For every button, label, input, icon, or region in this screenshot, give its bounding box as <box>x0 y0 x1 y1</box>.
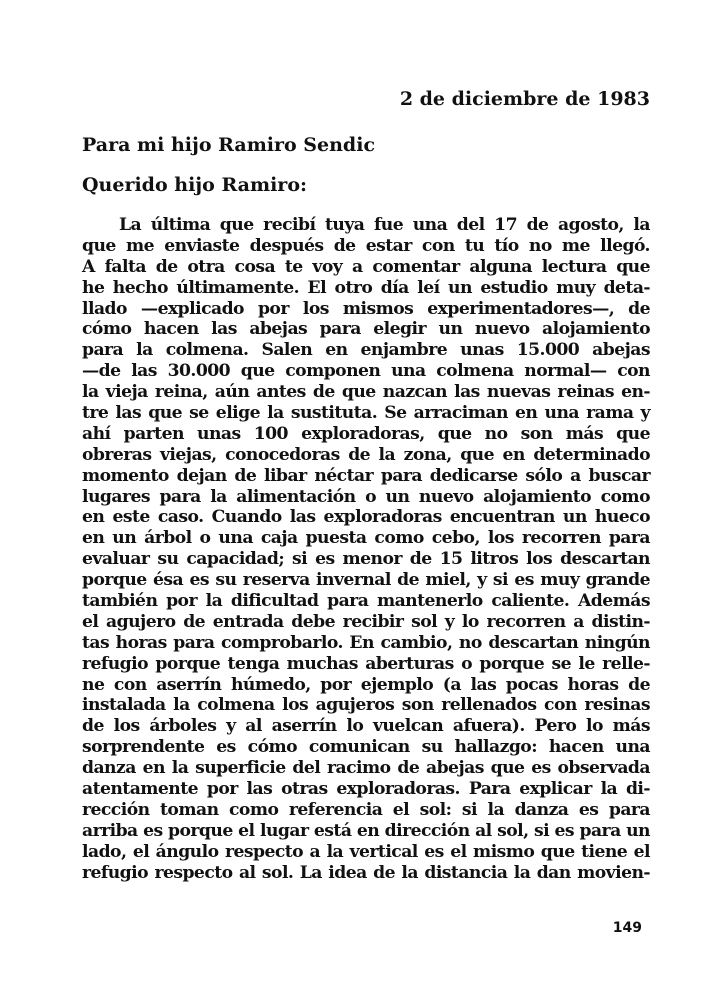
body-line: en un árbol o una caja puesta como cebo, los recorren para <box>82 528 650 549</box>
page-number: 149 <box>612 920 642 936</box>
body-line: arriba es porque el lugar está en dirección al sol, si es para un <box>82 820 650 841</box>
body-line: refugio respecto al sol. La idea de la distancia la dan movien- <box>82 862 650 883</box>
body-line: he hecho últimamente. El otro día leí un estudio muy deta- <box>82 277 650 298</box>
body-line: —de las 30.000 que componen una colmena normal— con <box>82 361 650 382</box>
body-line: ahí parten unas 100 exploradoras, que no son más que <box>82 423 650 444</box>
body-line: ne con aserrín húmedo, por ejemplo (a las pocas horas de <box>82 674 650 695</box>
letter-page <box>82 0 650 993</box>
body-line: lado, el ángulo respecto a la vertical es el mismo que tiene el <box>82 841 650 862</box>
letter-date: 2 de diciembre de 1983 <box>399 88 650 110</box>
body-line: obreras viejas, conocedoras de la zona, que en determinado <box>82 444 650 465</box>
body-line: de los árboles y al aserrín lo vuelcan afuera). Pero lo más <box>82 716 650 737</box>
body-line: atentamente por las otras exploradoras. Para explicar la di- <box>82 779 650 800</box>
body-line: la vieja reina, aún antes de que nazcan las nuevas reinas en- <box>82 382 650 403</box>
body-line: tre las que se elige la sustituta. Se arraciman en una rama y <box>82 403 650 424</box>
body-line: el agujero de entrada debe recibir sol y lo recorren a distin- <box>82 611 650 632</box>
body-line: cómo hacen las abejas para elegir un nuevo alojamiento <box>82 319 650 340</box>
body-line: tas horas para comprobarlo. En cambio, no descartan ningún <box>82 632 650 653</box>
body-line: sorprendente es cómo comunican su hallazgo: hacen una <box>82 737 650 758</box>
body-line: llado —explicado por los mismos experimentadores—, de <box>82 298 650 319</box>
body-line: para la colmena. Salen en enjambre unas 15.000 abejas <box>82 340 650 361</box>
body-line: porque ésa es su reserva invernal de miel, y si es muy grande <box>82 570 650 591</box>
body-line: también por la dificultad para mantenerlo caliente. Además <box>82 591 650 612</box>
letter-body <box>82 215 650 884</box>
body-line: evaluar su capacidad; si es menor de 15 litros los descartan <box>82 549 650 570</box>
body-line: instalada la colmena los agujeros son rellenados con resinas <box>82 695 650 716</box>
letter-recipient: Para mi hijo Ramiro Sendic <box>82 134 376 156</box>
body-line: danza en la superficie del racimo de abejas que es observada <box>82 758 650 779</box>
letter-greeting: Querido hijo Ramiro: <box>82 174 308 196</box>
body-line: en este caso. Cuando las exploradoras encuentran un hueco <box>82 507 650 528</box>
body-line: refugio porque tenga muchas aberturas o porque se le relle- <box>82 653 650 674</box>
body-line: A falta de otra cosa te voy a comentar alguna lectura que <box>82 256 650 277</box>
body-line: rección toman como referencia el sol: si la danza es para <box>82 799 650 820</box>
body-line: momento dejan de libar néctar para dedicarse sólo a buscar <box>82 465 650 486</box>
body-line: lugares para la alimentación o un nuevo alojamiento como <box>82 486 650 507</box>
body-line: La última que recibí tuya fue una del 17 de agosto, la <box>119 215 650 235</box>
body-line: que me enviaste después de estar con tu tío no me llegó. <box>82 235 650 256</box>
